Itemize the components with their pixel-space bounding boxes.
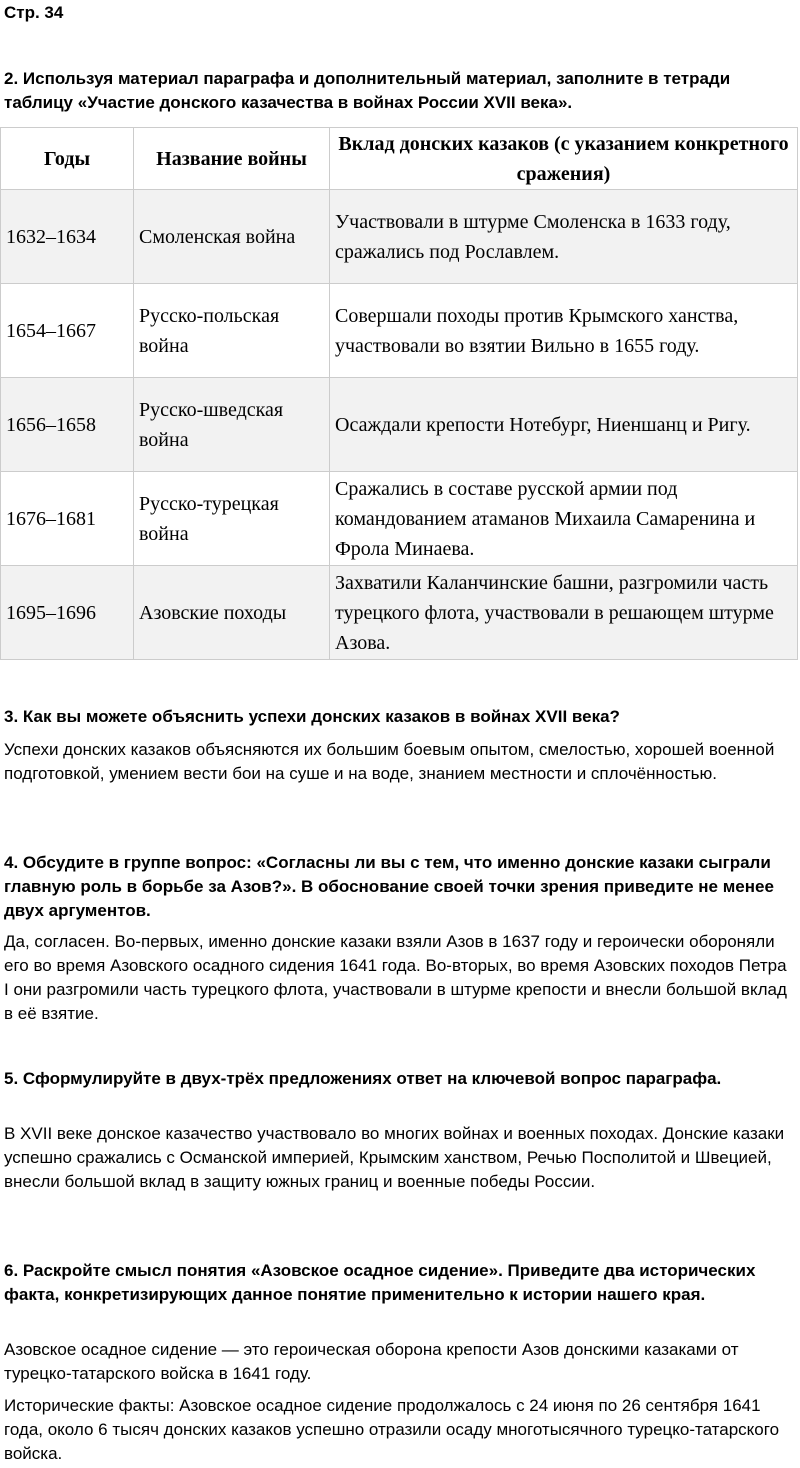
cell-war-name: Смоленская война [134,190,330,284]
question-2-title: 2. Используя материал параграфа и дополнительный материал, заполните в тетради таблицу «Участие донского казачества в войнах России XVII века». [4,69,731,112]
table-row [1,472,798,566]
question-6-answer-facts: Исторические факты: Азовское осадное сидение продолжалось с 24 июня по 26 сентября 1641 года, около 6 тысяч донских казаков успешно отразили осаду многотысячного турецко-татарского войска. [4,1396,780,1463]
cell-war-name: Азовские походы [134,566,330,660]
cell-years: 1632–1634 [1,190,134,284]
question-5-answer: В XVII веке донское казачество участвовало во многих войнах и военных походах. Донские казаки успешно сражались с Османской империей, Крымским ханством, Речью Посполитой и Швецией, внесли большой вклад в защиту южных границ и военные победы России. [4,1124,785,1191]
header-war-name: Название войны [134,128,330,190]
wars-table [0,127,798,660]
question-6-title: 6. Раскройте смысл понятия «Азовское осадное сидение». Приведите два исторических факта, конкретизирующих данное понятие применительно к истории нашего края. [4,1261,756,1304]
question-3-answer: Успехи донских казаков объясняются их большим боевым опытом, смелостью, хорошей военной подготовкой, умением вести бои на суше и на воде, знанием местности и сплочённостью. [4,740,775,783]
table-row [1,190,798,284]
cell-years: 1676–1681 [1,472,134,566]
cell-war-name: Русско-шведская война [134,378,330,472]
page-label: Стр. 34 [4,3,64,22]
question-3-title: 3. Как вы можете объяснить успехи донских казаков в войнах XVII века? [4,707,620,726]
table-row [1,378,798,472]
cell-war-name: Русско-польская война [134,284,330,378]
cell-war-name: Русско-турецкая война [134,472,330,566]
cell-years: 1656–1658 [1,378,134,472]
cell-contribution: Сражались в составе русской армии под командованием атаманов Михаила Самаренина и Фрола Минаева. [330,472,798,566]
header-years: Годы [1,128,134,190]
cell-contribution: Осаждали крепости Нотебург, Ниеншанц и Ригу. [330,378,798,472]
header-contribution: Вклад донских казаков (с указанием конкретного сражения) [330,128,798,190]
question-4-answer: Да, согласен. Во-первых, именно донские казаки взяли Азов в 1637 году и героически обороняли его во время Азовского осадного сидения 1641 года. Во-вторых, во время Азовских походов Петра I они разгромили часть турецкого флота, участвовали в штурме крепости и внесли большой вклад в её взятие. [4,932,787,1023]
question-5-title: 5. Сформулируйте в двух-трёх предложениях ответ на ключевой вопрос параграфа. [4,1069,722,1088]
cell-years: 1654–1667 [1,284,134,378]
table-header-row [1,128,798,190]
cell-years: 1695–1696 [1,566,134,660]
cell-contribution: Захватили Каланчинские башни, разгромили часть турецкого флота, участвовали в решающем штурме Азова. [330,566,798,660]
cell-contribution: Совершали походы против Крымского ханства, участвовали во взятии Вильно в 1655 году. [330,284,798,378]
question-4-title: 4. Обсудите в группе вопрос: «Согласны ли вы с тем, что именно донские казаки сыграли главную роль в борьбе за Азов?». В обоснование своей точки зрения приведите не менее двух аргументов. [4,853,774,920]
table-row [1,566,798,660]
table-row [1,284,798,378]
cell-contribution: Участвовали в штурме Смоленска в 1633 году, сражались под Рославлем. [330,190,798,284]
question-6-answer-definition: Азовское осадное сидение — это героическая оборона крепости Азов донскими казаками от турецко-татарского войска в 1641 году. [4,1340,739,1383]
